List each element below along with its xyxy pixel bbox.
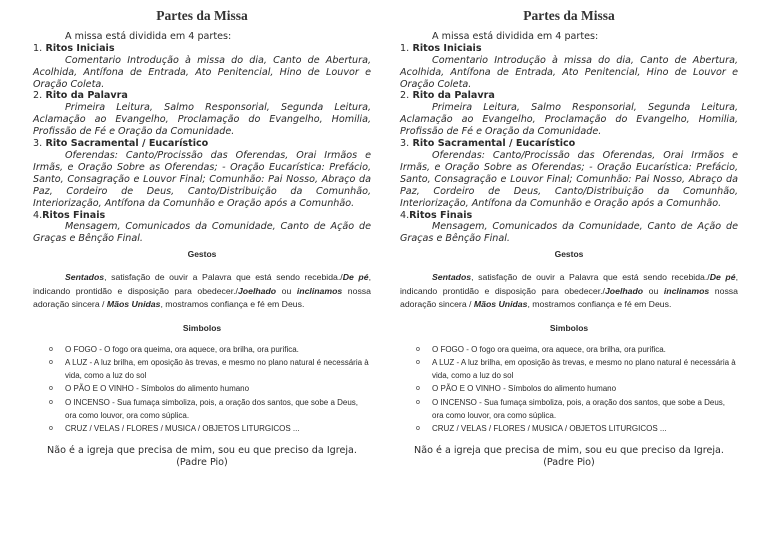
gesture-maos-unidas: Mãos Unidas <box>473 299 528 310</box>
circle-bullet-icon: o <box>416 345 420 353</box>
rite-name: Rito da Palavra <box>412 90 495 102</box>
circle-bullet-icon: o <box>49 345 53 353</box>
gesture-inclinamos: inclinamos <box>663 285 710 296</box>
simbolos-list <box>400 343 738 435</box>
rite-number: 2. <box>400 90 410 102</box>
list-item <box>49 343 371 356</box>
rite-number: 3. <box>33 138 43 150</box>
rite-number: 4. <box>33 209 43 221</box>
list-item <box>49 382 371 395</box>
gestos-heading: Gestos <box>187 249 217 260</box>
rite-body-3: Oferendas: Canto/Procissão das Oferendas, Orai Irmãos e Irmãs, e Oração Sobre as Oferendas; - Oração Eucarística: Prefácio, Santo, Consagração e Louvor Final; Comunhão: Pai Nosso, Abraço da Paz, Cordeiro de Deus, Canto/Distribuição da Comunhão, Interiorização, Antífona da Comunhão e Oração após a Comunhão. <box>400 149 738 209</box>
simbolo-text: O FOGO - O fogo ora queima, ora aquece, ora brilha, ora purifica. <box>65 344 299 354</box>
rite-name: Rito da Palavra <box>45 90 128 102</box>
rite-name: Ritos Finais <box>42 209 106 221</box>
list-item <box>416 422 738 435</box>
rite-name: Rito Sacramental / Eucarístico <box>412 138 576 150</box>
rite-heading-3 <box>400 138 738 150</box>
rite-heading-2 <box>33 90 371 102</box>
rite-body-4: Mensagem, Comunicados da Comunidade, Canto de Ação de Graças e Bênção Final. <box>33 221 371 245</box>
simbolo-text: O INCENSO - Sua fumaça simboliza, pois, a oração dos santos, que sobe a Deus, ora como louvor, ora como súplica. <box>432 397 726 420</box>
rite-body-1: Comentario Introdução à missa do dia, Canto de Abertura, Acolhida, Antífona de Entrada, Ato Penitencial, Hino de Louvor e Oração Coleta. <box>400 54 738 90</box>
gesture-de-pe: De pé <box>709 272 736 283</box>
column-right <box>400 10 738 468</box>
rite-body-2: Primeira Leitura, Salmo Responsorial, Segunda Leitura, Aclamação ao Evangelho, Proclamação do Evangelho, Homilia, Profissão de Fé e Oração da Comunidade. <box>33 102 371 138</box>
gesture-joelhado: Joelhado <box>237 285 277 296</box>
rite-number: 1. <box>400 42 410 54</box>
circle-bullet-icon: o <box>416 385 420 393</box>
gestos-paragraph <box>33 271 371 312</box>
rite-heading-1 <box>33 43 371 55</box>
gestos-text-3: ou <box>643 285 664 296</box>
circle-bullet-icon: o <box>49 398 53 406</box>
simbolos-list <box>33 343 371 435</box>
gestos-text-4: nossa adoração sincera / <box>400 285 738 310</box>
page-title: Partes da Missa <box>523 8 615 23</box>
list-item <box>49 356 371 382</box>
rite-body-4: Mensagem, Comunicados da Comunidade, Canto de Ação de Graças e Bênção Final. <box>400 221 738 245</box>
circle-bullet-icon: o <box>416 359 420 367</box>
gestos-text-2: , indicando prontidão e disposição para obedecer./ <box>400 272 738 296</box>
circle-bullet-icon: o <box>49 425 53 433</box>
gestos-text-1: , satisfação de ouvir a Palavra que está sendo recebida./ <box>471 272 710 283</box>
list-item <box>49 422 371 435</box>
column-left <box>33 10 371 468</box>
padre-pio-quote: Não é a igreja que precisa de mim, sou eu que preciso da Igreja. (Padre Pio) <box>414 445 724 468</box>
rite-name: Ritos Finais <box>409 209 473 221</box>
list-item <box>416 356 738 382</box>
gesture-joelhado: Joelhado <box>604 285 644 296</box>
gestos-text-5: , mostramos confiança e fé em Deus. <box>160 299 305 310</box>
gesture-de-pe: De pé <box>342 272 369 283</box>
page-title: Partes da Missa <box>156 8 248 23</box>
simbolo-text: CRUZ / VELAS / FLORES / MUSICA / OBJETOS LITURGICOS ... <box>432 424 667 434</box>
simbolo-text: A LUZ - A luz brilha, em oposição às trevas, e mesmo no plano natural é necessária à vida, como a luz do sol <box>432 358 736 381</box>
list-item <box>416 343 738 356</box>
rite-number: 2. <box>33 90 43 102</box>
padre-pio-quote: Não é a igreja que precisa de mim, sou eu que preciso da Igreja. (Padre Pio) <box>47 445 357 468</box>
simbolo-text: O FOGO - O fogo ora queima, ora aquece, ora brilha, ora purifica. <box>432 344 666 354</box>
simbolo-text: O INCENSO - Sua fumaça simboliza, pois, a oração dos santos, que sobe a Deus, ora como louvor, ora como súplica. <box>65 397 359 420</box>
gestos-text-3: ou <box>276 285 297 296</box>
list-item <box>416 396 738 422</box>
rite-heading-4 <box>400 210 738 222</box>
gestos-text-5: , mostramos confiança e fé em Deus. <box>527 299 672 310</box>
gesture-inclinamos: inclinamos <box>296 285 343 296</box>
rite-heading-3 <box>33 138 371 150</box>
rite-name: Rito Sacramental / Eucarístico <box>45 138 209 150</box>
circle-bullet-icon: o <box>416 398 420 406</box>
list-item <box>49 396 371 422</box>
simbolo-text: CRUZ / VELAS / FLORES / MUSICA / OBJETOS LITURGICOS ... <box>65 424 300 434</box>
gestos-text-2: , indicando prontidão e disposição para obedecer./ <box>33 272 371 296</box>
rite-heading-4 <box>33 210 371 222</box>
simbolo-text: O PÃO E O VINHO - Símbolos do alimento humano <box>65 384 250 394</box>
simbolos-heading: Simbolos <box>549 322 589 333</box>
gestos-text-4: nossa adoração sincera / <box>33 285 371 310</box>
rite-body-1: Comentario Introdução à missa do dia, Canto de Abertura, Acolhida, Antífona de Entrada, Ato Penitencial, Hino de Louvor e Oração Coleta. <box>33 54 371 90</box>
rite-body-2: Primeira Leitura, Salmo Responsorial, Segunda Leitura, Aclamação ao Evangelho, Proclamação do Evangelho, Homilia, Profissão de Fé e Oração da Comunidade. <box>400 102 738 138</box>
circle-bullet-icon: o <box>416 425 420 433</box>
gestos-paragraph <box>400 271 738 312</box>
simbolo-text: O PÃO E O VINHO - Símbolos do alimento humano <box>432 384 617 394</box>
intro-text: A missa está dividida em 4 partes: <box>432 30 599 42</box>
gesture-sentados: Sentados <box>432 272 472 283</box>
rite-heading-1 <box>400 43 738 55</box>
gesture-sentados: Sentados <box>65 272 105 283</box>
rite-body-3: Oferendas: Canto/Procissão das Oferendas, Orai Irmãos e Irmãs, e Oração Sobre as Oferendas; - Oração Eucarística: Prefácio, Santo, Consagração e Louvor Final; Comunhão: Pai Nosso, Abraço da Paz, Cordeiro de Deus, Canto/Distribuição da Comunhão, Interiorização, Antífona da Comunhão e Oração após a Comunhão. <box>33 149 371 209</box>
rite-number: 4. <box>400 209 410 221</box>
rite-heading-2 <box>400 90 738 102</box>
rite-number: 1. <box>33 42 43 54</box>
rite-name: Ritos Iniciais <box>45 42 115 54</box>
simbolo-text: A LUZ - A luz brilha, em oposição às trevas, e mesmo no plano natural é necessária à vida, como a luz do sol <box>65 358 369 381</box>
circle-bullet-icon: o <box>49 359 53 367</box>
gesture-maos-unidas: Mãos Unidas <box>106 299 161 310</box>
rite-number: 3. <box>400 138 410 150</box>
rite-name: Ritos Iniciais <box>412 42 482 54</box>
intro-text: A missa está dividida em 4 partes: <box>65 30 232 42</box>
list-item <box>416 382 738 395</box>
gestos-text-1: , satisfação de ouvir a Palavra que está sendo recebida./ <box>104 272 343 283</box>
circle-bullet-icon: o <box>49 385 53 393</box>
gestos-heading: Gestos <box>554 249 584 260</box>
simbolos-heading: Simbolos <box>182 322 222 333</box>
